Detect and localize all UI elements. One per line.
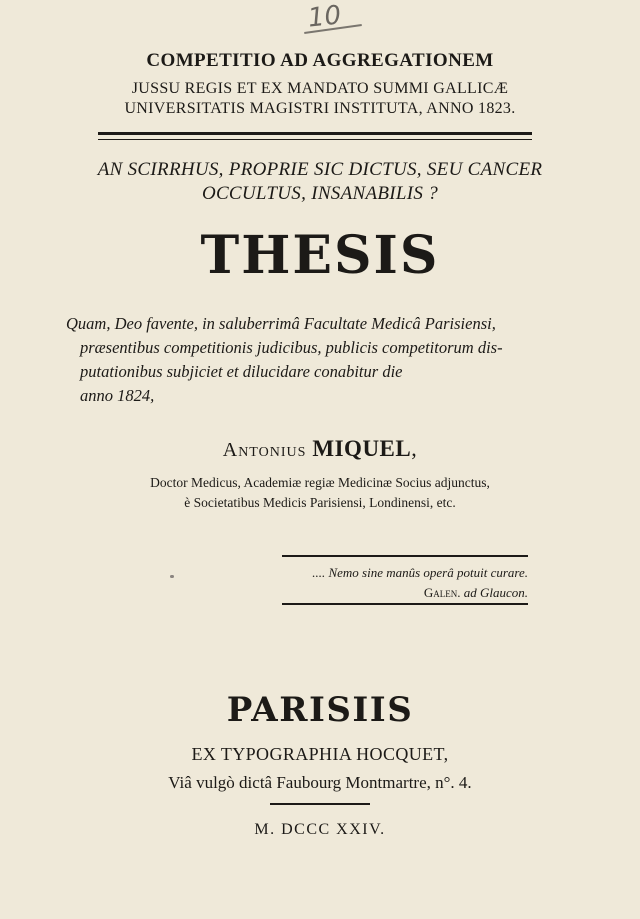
handwritten-page-number: 10 [306,0,343,34]
imprint-place: PARISIIS [226,690,414,730]
author-first-name: Antonius [222,439,307,461]
imprint-address: Viâ vulgò dictâ Faubourg Montmartre, n°. 4. [168,773,472,792]
epigraph-bottom-rule [282,603,528,605]
author-name [0,436,640,462]
paragraph-line-4: anno 1824, [80,386,155,405]
imprint-printer: EX TYPOGRAPHIA HOCQUET, [191,744,449,764]
credentials-line-2: è Societatibus Medicis Parisiensi, Londinensi, etc. [184,495,456,510]
author-surname: MIQUEL [312,436,412,461]
epigraph-quote: .... Nemo sine manûs operâ potuit curare. [312,565,528,580]
imprint-year: M. DCCC XXIV. [254,821,386,838]
epigraph-top-rule [282,555,528,557]
dedication-paragraph [66,312,566,408]
paragraph-line-2: præsentibus competitionis judicibus, publicis competitorum dis- [80,338,503,357]
paragraph-line-3: putationibus subjiciet et dilucidare conabitur die [80,362,403,381]
thesis-heading: THESIS [200,225,440,286]
competition-title: COMPETITIO AD AGGREGATIONEM [146,50,494,71]
epigraph-citation-work: ad Glaucon. [463,585,528,600]
credentials-line-1: Doctor Medicus, Academiæ regiæ Medicinæ Socius adjunctus, [150,475,490,490]
thesis-question [0,158,640,206]
question-line-1: AN SCIRRHUS, PROPRIE SIC DICTUS, SEU CANCER [97,159,543,180]
epigraph [262,563,528,603]
competition-subtitle: JUSSU REGIS ET EX MANDATO SUMMI GALLICÆ UNIVERSITATIS MAGISTRI INSTITUTA, ANNO 1823. [124,80,516,117]
epigraph-citation [262,583,528,603]
double-rule-divider [98,132,532,140]
author-suffix: , [411,436,418,461]
question-line-2: OCCULTUS, INSANABILIS ? [201,183,439,204]
author-credentials [0,473,640,513]
ink-speck [170,575,174,578]
epigraph-citation-author: Galen. [423,585,461,600]
year-rule [270,803,370,805]
paragraph-line-1: Quam, Deo favente, in saluberrimâ Facultate Medicâ Parisiensi, [66,314,496,333]
